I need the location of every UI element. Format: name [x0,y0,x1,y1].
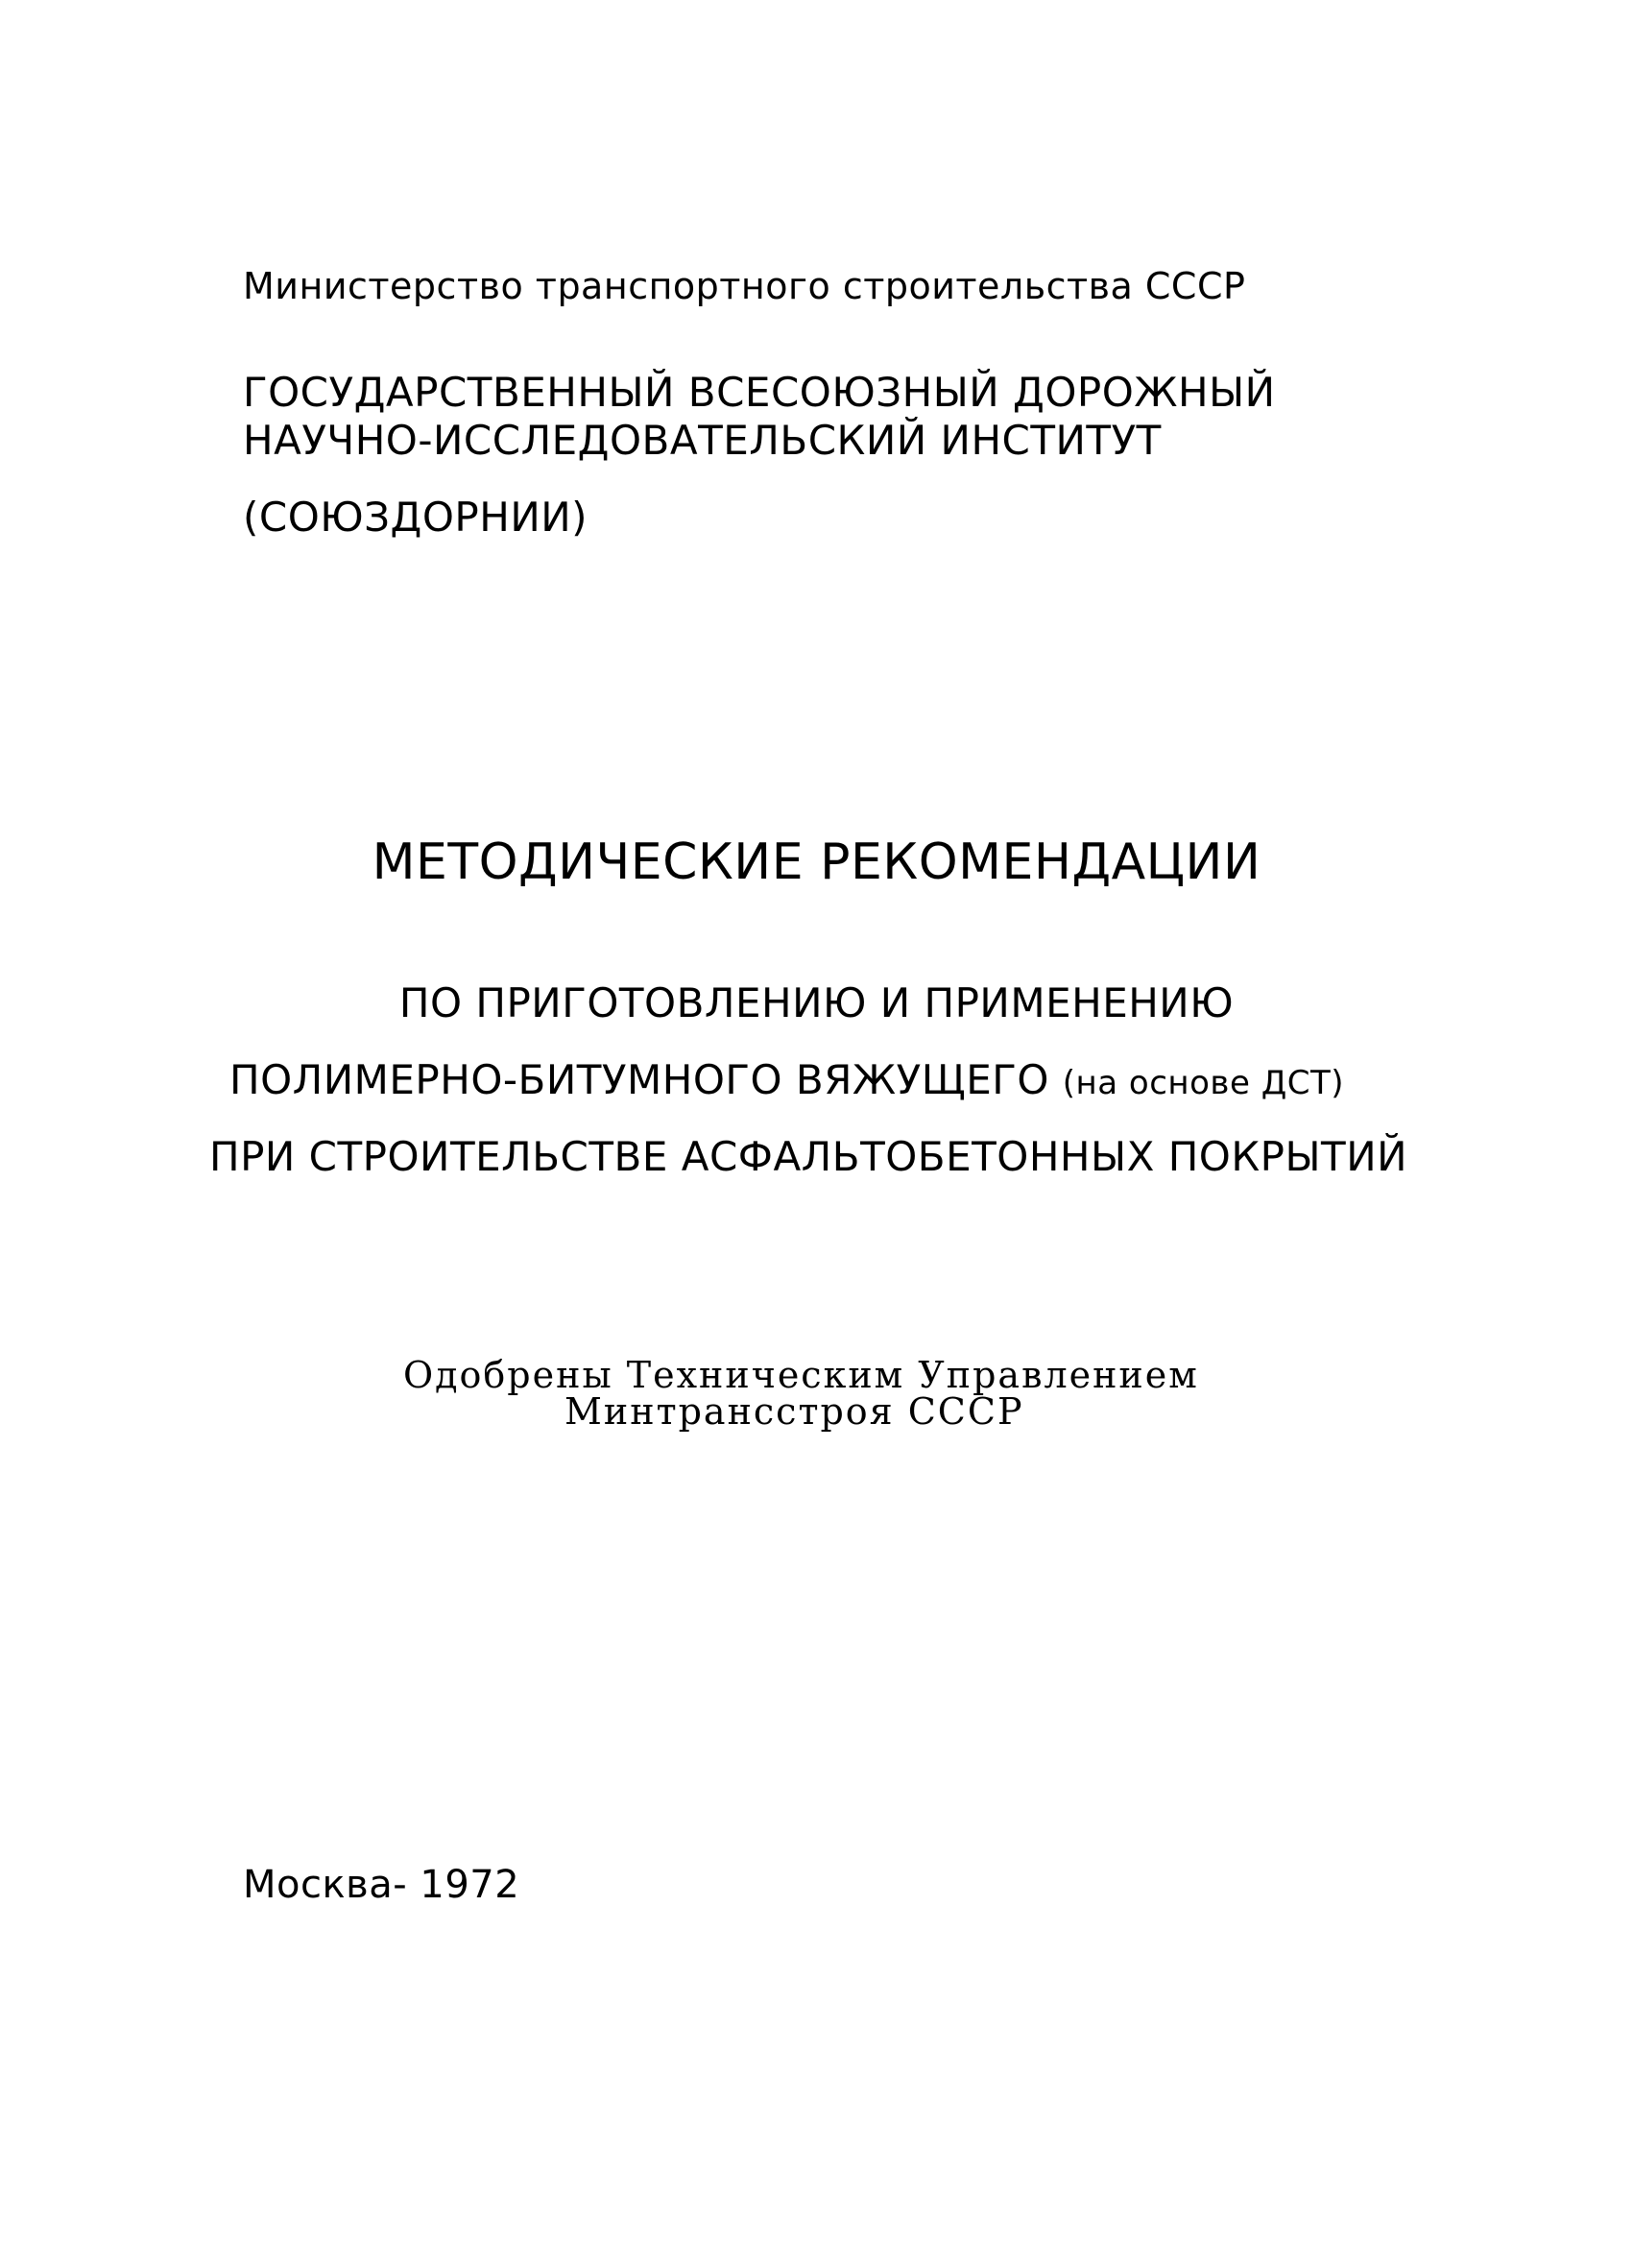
approval-line-1: Одобрены Техническим Управлением [403,1354,1199,1396]
document-title: МЕТОДИЧЕСКИЕ РЕКОМЕНДАЦИИ [372,833,1261,891]
subtitle-line-1: ПО ПРИГОТОВЛЕНИЮ И ПРИМЕНЕНИЮ [398,979,1235,1026]
institute-name-line-2: НАУЧНО-ИССЛЕДОВАТЕЛЬСКИЙ ИНСТИТУТ [243,417,1162,464]
institute-abbreviation: (СОЮЗДОРНИИ) [243,494,588,541]
subtitle-line-3: ПРИ СТРОИТЕЛЬСТВЕ АСФАЛЬТОБЕТОННЫХ ПОКРЫТИЙ [209,1133,1408,1180]
subtitle-line-2 [229,1056,1344,1103]
publication-place-year: Москва- 1972 [243,1863,520,1907]
approval-line-2: Минтрансстроя СССР [564,1390,1024,1433]
ministry-name: Министерство транспортного строительства СССР [243,265,1246,307]
subtitle-line-2-main: ПОЛИМЕРНО-БИТУМНОГО ВЯЖУЩЕГО [229,1056,1049,1103]
subtitle-line-2-note: (на основе ДСТ) [1062,1064,1345,1102]
institute-name-line-1: ГОСУДАРСТВЕННЫЙ ВСЕСОЮЗНЫЙ ДОРОЖНЫЙ [243,369,1276,416]
